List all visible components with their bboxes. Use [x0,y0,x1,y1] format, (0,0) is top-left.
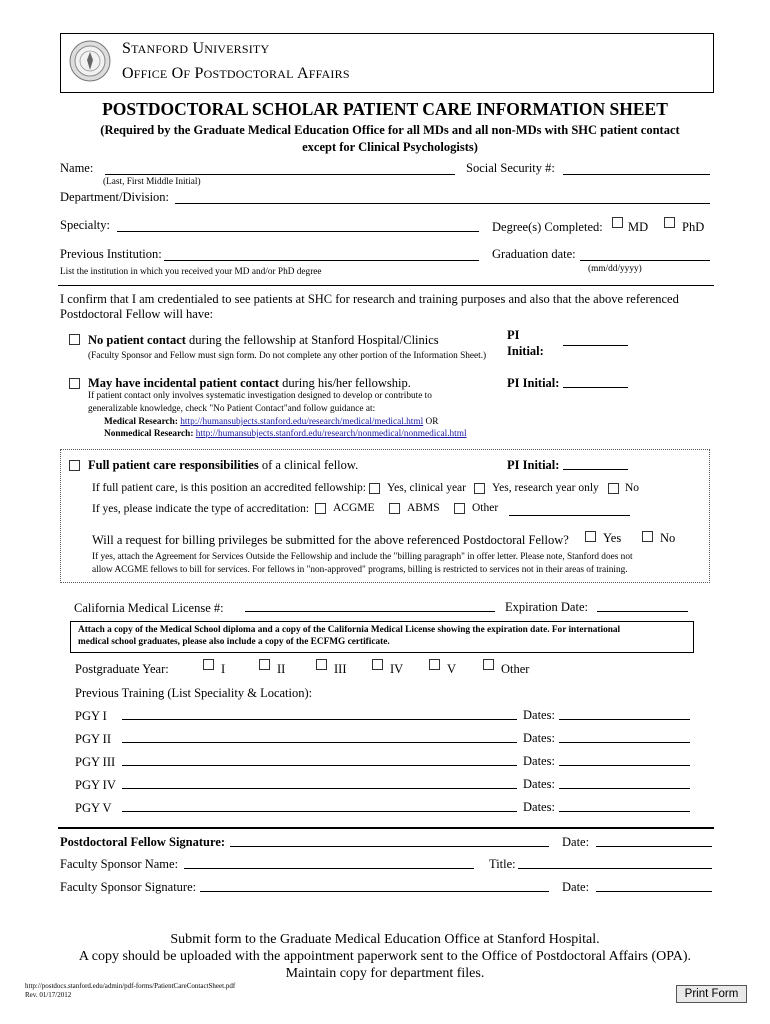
footer-line-3: Maintain copy for department files. [285,966,485,981]
pgy-other-checkbox[interactable] [483,659,494,670]
full-care-checkbox[interactable] [69,460,80,471]
name-hint: (Last, First Middle Initial) [103,177,201,187]
acc-yes-research-checkbox[interactable] [474,483,485,494]
pgy-ii-field[interactable] [122,742,517,743]
attachment-notice-line-2: medical school graduates, please also include a copy of the ECFMG certificate. [78,637,390,647]
no-contact-pi-field[interactable] [563,345,628,346]
degrees-label: Degree(s) Completed: [492,220,603,234]
billing-no-label: No [660,531,676,545]
other-accreditation-checkbox[interactable] [454,503,465,514]
no-contact-pi-label-2: Initial: [507,344,544,358]
full-care-pi-field[interactable] [563,469,628,470]
pgy-1-checkbox[interactable] [203,659,214,670]
pgy-1-option: I [221,662,226,676]
pgy-4-checkbox[interactable] [372,659,383,670]
other-accreditation-label: Other [472,502,499,514]
accreditation-type-question: If yes, please indicate the type of accreditation: [92,503,310,515]
pgy-i-dates-field[interactable] [559,719,690,720]
acgme-label: ACGME [333,502,375,514]
pgy-5-checkbox[interactable] [429,659,440,670]
pgy-i-label: PGY I [75,709,107,723]
sponsor-title-field[interactable] [518,868,712,869]
sponsor-date-field[interactable] [596,891,712,892]
acc-yes-clinical-checkbox[interactable] [369,483,380,494]
graduation-field[interactable] [580,260,710,261]
sponsor-name-field[interactable] [184,868,474,869]
revision-date: Rev. 01/17/2012 [25,991,72,999]
medical-research-line: Medical Research: http://humansubjects.stanford.edu/research/medical/medical.html OR [104,417,439,427]
pgy-i-field[interactable] [122,719,517,720]
sponsor-name-label: Faculty Sponsor Name: [60,857,179,871]
degree-phd-label: PhD [682,220,705,234]
divider [58,285,714,286]
fellow-signature-label: Postdoctoral Fellow Signature: [60,835,226,849]
degree-md-label: MD [628,220,649,234]
signature-divider [58,827,714,829]
no-contact-pi-label-1: PI [507,328,520,342]
degree-md-checkbox[interactable] [612,217,623,228]
license-field[interactable] [245,611,495,612]
specialty-field[interactable] [117,231,479,232]
department-field[interactable] [175,203,710,204]
pgy-iii-label: PGY III [75,755,116,769]
fellow-date-label: Date: [562,835,590,849]
billing-question: Will a request for billing privileges be submitted for the above referenced Postdoctoral Fellow? [92,533,569,547]
pgy-4-option: IV [390,662,404,676]
pgy-other-option: Other [501,662,530,676]
degree-phd-checkbox[interactable] [664,217,675,228]
billing-yes-label: Yes [603,531,622,545]
expiration-field[interactable] [597,611,688,612]
form-subtitle: (Required by the Graduate Medical Education Office for all MDs and all non-MDs with SHC patient contact except for Clinical Psychologists) [100,123,680,154]
billing-yes-checkbox[interactable] [585,531,596,542]
no-contact-note: (Faculty Sponsor and Fellow must sign form. Do not complete any other portion of the Information Sheet.) [88,351,487,361]
previous-training-label: Previous Training (List Speciality & Location): [75,686,313,700]
graduation-hint: (mm/dd/yyyy) [588,264,642,274]
nonmedical-research-line: Nonmedical Research: http://humansubjects.stanford.edu/research/nonmedical/nonmedical.html [104,429,467,439]
university-name: STANFORD UNIVERSITY [122,40,270,57]
pgy-iv-label: PGY IV [75,778,116,792]
pgy-ii-dates-field[interactable] [559,742,690,743]
incidental-note-1: If patient contact only involves systematic investigation designed to develop or contribute to [88,391,432,401]
abms-checkbox[interactable] [389,503,400,514]
pgy-5-option: V [447,662,457,676]
acc-no-label: No [625,482,640,494]
nonmedical-research-link[interactable]: http://humansubjects.stanford.edu/research/nonmedical/nonmedical.html [195,429,467,439]
previous-institution-label: Previous Institution: [60,247,162,261]
pgy-v-field[interactable] [122,811,517,812]
ssn-label: Social Security #: [466,161,555,175]
incidental-label: May have incidental patient contact during his/her fellowship. [88,376,411,390]
postgrad-year-label: Postgraduate Year: [75,662,169,676]
name-label: Name: [60,161,94,175]
fellow-signature-field[interactable] [230,846,549,847]
confirm-line-2: Postdoctoral Fellow will have: [60,307,214,321]
billing-note-2: allow ACGME fellows to bill for services. For fellows in "non-approved" programs, billing is restricted to services not in their areas of training. [92,565,628,575]
incidental-note-2: generalizable knowledge, check "No Patient Contact"and follow guidance at: [88,404,376,414]
full-care-label: Full patient care responsibilities of a clinical fellow. [88,458,359,472]
billing-note-1: If yes, attach the Agreement for Services Outside the Fellowship and include the "billing paragraph" in offer letter. Please note, Stanford does not [92,552,633,562]
pgy-iii-dates-field[interactable] [559,765,690,766]
sponsor-signature-field[interactable] [200,891,549,892]
expiration-label: Expiration Date: [505,600,588,614]
ssn-field[interactable] [563,174,710,175]
pgy-iv-dates-field[interactable] [559,788,690,789]
print-form-button[interactable]: Print Form [676,985,747,1003]
abms-label: ABMS [407,502,440,514]
full-care-pi-label: PI Initial: [507,458,560,472]
specialty-label: Specialty: [60,218,110,232]
pgy-iii-field[interactable] [122,765,517,766]
name-field[interactable] [105,174,455,175]
pgy-2-checkbox[interactable] [259,659,270,670]
acc-yes-clinical-label: Yes, clinical year [387,482,466,494]
license-label: California Medical License #: [74,601,224,615]
footer-line-1: Submit form to the Graduate Medical Education Office at Stanford Hospital. [170,932,600,947]
billing-no-checkbox[interactable] [642,531,653,542]
pgy-v-label: PGY V [75,801,112,815]
no-contact-checkbox[interactable] [69,334,80,345]
fellow-date-field[interactable] [596,846,712,847]
form-title: POSTDOCTORAL SCHOLAR PATIENT CARE INFORMATION SHEET [102,99,668,119]
acgme-checkbox[interactable] [315,503,326,514]
pgy-ii-dates-label: Dates: [523,731,555,745]
pgy-iv-field[interactable] [122,788,517,789]
medical-research-link[interactable]: http://humansubjects.stanford.edu/research/medical/medical.html [180,417,424,427]
stanford-seal-logo [69,40,111,82]
incidental-checkbox[interactable] [69,378,80,389]
incidental-pi-label: PI Initial: [507,376,560,390]
sponsor-date-label: Date: [562,880,590,894]
pgy-3-checkbox[interactable] [316,659,327,670]
incidental-pi-field[interactable] [563,387,628,388]
accredited-question: If full patient care, is this position an accredited fellowship: [92,482,367,494]
pgy-2-option: II [277,662,286,676]
pgy-i-dates-label: Dates: [523,708,555,722]
footer-line-2: A copy should be uploaded with the appointment paperwork sent to the Office of Postdoctoral Affairs (OPA). [78,949,692,964]
pgy-iii-dates-label: Dates: [523,754,555,768]
attachment-notice-line-1: Attach a copy of the Medical School diploma and a copy of the California Medical License showing the expiration date. For international [78,625,621,635]
pgy-v-dates-field[interactable] [559,811,690,812]
footer-url: http://postdocs.stanford.edu/admin/pdf-forms/PatientCareContactSheet.pdf [25,982,236,990]
pgy-ii-label: PGY II [75,732,111,746]
graduation-label: Graduation date: [492,247,576,261]
department-label: Department/Division: [60,190,170,204]
other-accreditation-field[interactable] [509,515,630,516]
no-contact-label: No patient contact during the fellowship at Stanford Hospital/Clinics [88,333,439,347]
sponsor-signature-label: Faculty Sponsor Signature: [60,880,197,894]
previous-institution-field[interactable] [164,260,479,261]
sponsor-title-label: Title: [489,857,516,871]
pgy-v-dates-label: Dates: [523,800,555,814]
acc-no-checkbox[interactable] [608,483,619,494]
pgy-iv-dates-label: Dates: [523,777,555,791]
institution-hint: List the institution in which you received your MD and/or PhD degree [60,267,322,277]
pgy-3-option: III [334,662,347,676]
office-name: OFFICE OF POSTDOCTORAL AFFAIRS [122,65,350,82]
acc-yes-research-label: Yes, research year only [492,482,599,494]
confirm-line-1: I confirm that I am credentialed to see patients at SHC for research and training purposes and also that the above referenced [60,292,679,306]
